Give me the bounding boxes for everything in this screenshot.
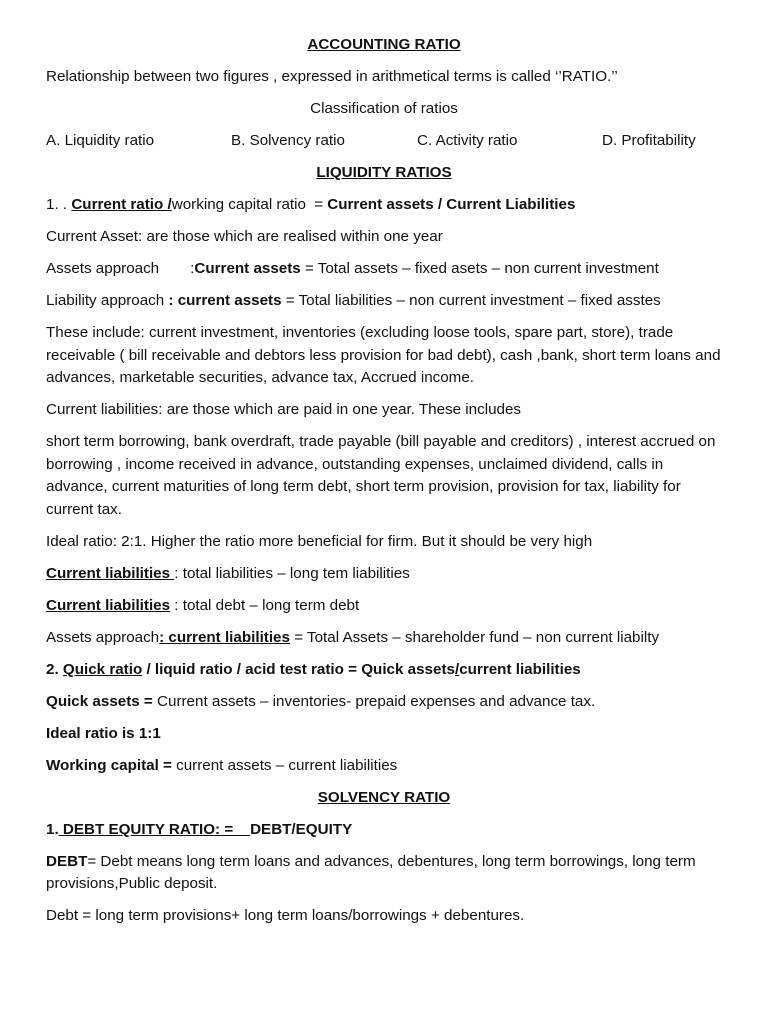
debt-equity-formula: DEBT/EQUITY <box>250 820 353 838</box>
formula-text: : total debt – long term debt <box>170 596 360 614</box>
equals-sign: = <box>309 196 328 213</box>
slash: / <box>454 660 460 678</box>
debt-formula: Debt = long term provisions+ long term loans/borrowings + debentures. <box>46 907 525 924</box>
ideal-ratio-current: Ideal ratio: 2:1. Higher the ratio more beneficial for firm. But it should be very high <box>46 532 593 550</box>
liability-approach-term: current assets <box>177 292 282 309</box>
current-ratio-alt: working capital ratio <box>171 196 306 213</box>
classification-item: A. Liquidity ratio <box>46 132 155 149</box>
assets-approach-formula: = Total assets – fixed asets – non current investment <box>300 260 659 277</box>
current-liabilities-definition: Current liabilities: are those which are paid in one year. These includes <box>46 401 522 418</box>
classification-item: C. Activity ratio <box>417 132 518 149</box>
classification-item: D. Profitability <box>602 132 696 149</box>
current-ratio-term: Current ratio / <box>71 196 172 213</box>
formula-text: = Total Assets – shareholder fund – non current liabilty <box>289 628 660 646</box>
document-title: ACCOUNTING RATIO <box>307 36 461 53</box>
working-capital-term: Working capital = <box>46 756 177 774</box>
intro-text: Relationship between two figures , expressed in arithmetical terms is called ‘’RATIO.’’ <box>46 68 618 85</box>
debt-definition-text: = Debt means long term loans and advances, debentures, long term borrowings, long term provisions,Public deposit. <box>46 852 696 892</box>
quick-assets-formula: Current assets – inventories- prepaid expenses and advance tax. <box>157 692 596 710</box>
classification-item: B. Solvency ratio <box>231 132 345 149</box>
quick-ratio-term: Quick ratio <box>62 660 143 678</box>
current-asset-definition: Current Asset: are those which are realised within one year <box>46 228 443 245</box>
working-capital-line <box>46 755 722 778</box>
item-number: 1. . <box>46 196 72 213</box>
current-ratio-line <box>46 194 722 217</box>
working-capital-formula: current assets – current liabilities <box>176 756 398 774</box>
item-number: 1. <box>46 820 59 838</box>
formula-text: : total liabilities – long tem liabilities <box>174 564 410 582</box>
classification-list <box>46 130 722 153</box>
colon: : <box>164 292 178 309</box>
liability-approach-formula: = Total liabilities – non current investment – fixed asstes <box>281 292 661 309</box>
debt-definition <box>46 851 722 896</box>
quick-ratio-formula: / liquid ratio / acid test ratio = Quick assets <box>142 660 455 678</box>
current-liabilities-term: Current liabilities <box>46 564 175 582</box>
current-assets-include: These include: current investment, inventories (excluding loose tools, spare part, store), trade receivable ( bill receivable and debtors less provision for bad debt), cash ,bank, short term loans and advances, marketable securities, advance tax, Accrued income. <box>46 324 721 386</box>
assets-approach-label: Assets approach <box>46 260 160 277</box>
classification-heading: Classification of ratios <box>310 100 458 117</box>
assets-approach-label: Assets approach <box>46 628 160 646</box>
debt-equity-term: DEBT EQUITY RATIO: = <box>58 820 251 838</box>
ideal-ratio-quick: Ideal ratio is 1:1 <box>46 724 161 742</box>
quick-assets-term: Quick assets = <box>46 692 158 710</box>
assets-approach-term: Current assets <box>194 260 301 277</box>
current-liabilities-term: Current liabilities <box>46 596 171 614</box>
current-liabilities-formula-2 <box>46 595 722 618</box>
assets-approach-line <box>46 258 722 281</box>
solvency-heading: SOLVENCY RATIO <box>317 788 451 806</box>
current-liabilities-formula-1 <box>46 563 722 586</box>
current-liabilities-formula-3 <box>46 627 722 650</box>
current-liabilities-term: : current liabilities <box>159 628 290 646</box>
debt-term: DEBT <box>46 852 88 870</box>
item-number: 2. <box>46 660 63 678</box>
liquidity-heading: LIQUIDITY RATIOS <box>316 164 452 181</box>
debt-equity-line <box>46 819 722 842</box>
quick-ratio-denominator: current liabilities <box>459 660 581 678</box>
quick-assets-line <box>46 691 722 714</box>
colon: : <box>190 260 195 277</box>
current-ratio-formula: Current assets / Current Liabilities <box>327 196 576 213</box>
current-liabilities-list: short term borrowing, bank overdraft, trade payable (bill payable and creditors) , interest accrued on borrowing , income received in advance, outstanding expenses, unclaimed dividend, calls in advance, current maturities of long term debt, short term provision, provision for tax, liability for current tax. <box>46 433 716 518</box>
liability-approach-label: Liability approach <box>46 292 165 309</box>
liability-approach-line <box>46 290 722 313</box>
quick-ratio-line <box>46 659 722 682</box>
